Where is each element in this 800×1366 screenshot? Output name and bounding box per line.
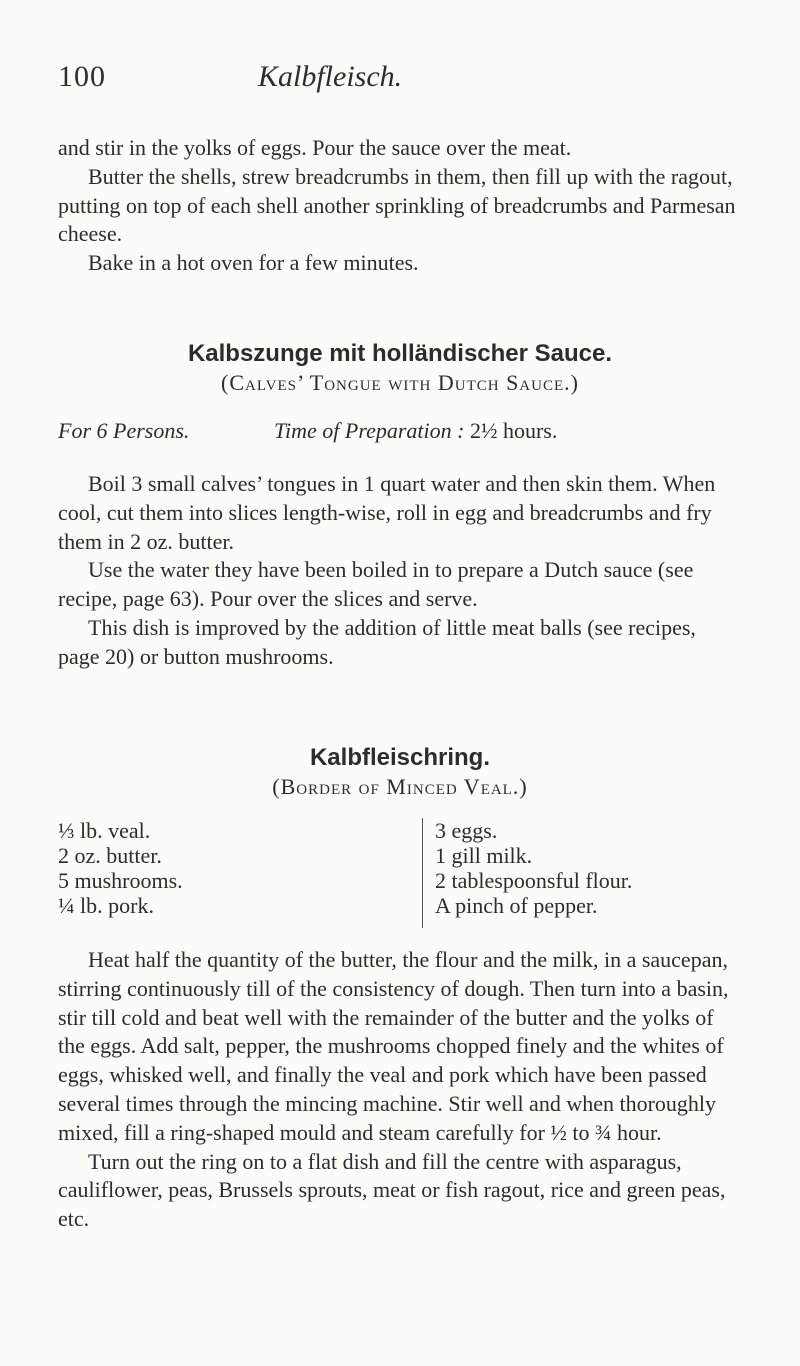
paragraph: Boil 3 small calves’ tongues in 1 quart water and then skin them. When cool, cut them into slices length-wise, roll in egg and breadcrumbs and fry them in 2 oz. butter. bbox=[58, 471, 716, 554]
ingredient-column-left bbox=[58, 818, 183, 918]
page-number: 100 bbox=[58, 60, 106, 93]
intro-text bbox=[58, 134, 742, 278]
ingredient-item: 5 mushrooms. bbox=[58, 868, 183, 893]
ingredient-item: A pinch of pepper. bbox=[435, 893, 598, 918]
ingredient-item: 3 eggs. bbox=[435, 818, 498, 843]
paragraph: This dish is improved by the addition of little meat balls (see recipes, page 20) or button mushrooms. bbox=[58, 614, 696, 669]
ingredient-column-right bbox=[422, 818, 632, 928]
recipe-text bbox=[58, 470, 742, 672]
paragraph: Bake in a hot oven for a few minutes. bbox=[88, 250, 419, 276]
ingredient-item: ⅓ lb. veal. bbox=[58, 818, 151, 843]
recipe-text bbox=[58, 946, 742, 1234]
paragraph: and stir in the yolks of eggs. Pour the sauce over the meat. bbox=[58, 135, 572, 160]
recipe-subtitle: (Calves’ Tongue with Dutch Sauce.) bbox=[221, 370, 579, 395]
ingredient-list bbox=[58, 818, 742, 942]
paragraph: Heat half the quantity of the butter, the flour and the milk, in a saucepan, stirring continuously till of the consistency of dough. Then turn into a basin, stir till cold and beat well with the remainder of the butter and the yolks of the eggs. Add salt, pepper, the mushrooms chopped finely and the whites of eggs, whisked well, and finally the veal and pork which have been passed several times through the mincing machine. Stir well and when thoroughly mixed, fill a ring-shaped mould and steam carefully for ½ to ¾ hour. bbox=[58, 947, 729, 1145]
ingredient-item: 2 tablespoonsful flour. bbox=[435, 868, 633, 893]
time-value: 2½ hours. bbox=[469, 418, 558, 443]
paragraph: Butter the shells, strew breadcrumbs in them, then fill up with the ragout, putting on top of each shell another sprinkling of breadcrumbs and Parmesan cheese. bbox=[58, 163, 736, 247]
recipe-title: Kalbfleischring. bbox=[309, 744, 491, 771]
recipe-title: Kalbszunge mit holländischer Sauce. bbox=[187, 340, 613, 367]
time-label: Time of Preparation : bbox=[274, 418, 465, 443]
paragraph: Turn out the ring on to a flat dish and fill the centre with asparagus, cauliflower, peas, Brussels sprouts, meat or fish ragout, rice and green peas, etc. bbox=[58, 1148, 726, 1232]
ingredient-item: 1 gill milk. bbox=[435, 843, 533, 868]
persons-note: For 6 Persons. bbox=[58, 418, 190, 443]
recipe-subtitle: (Border of Minced Veal.) bbox=[272, 774, 528, 799]
paragraph: Use the water they have been boiled in to prepare a Dutch sauce (see recipe, page 63). Pour over the slices and serve. bbox=[58, 557, 694, 612]
ingredient-item: ¼ lb. pork. bbox=[58, 893, 154, 918]
ingredient-item: 2 oz. butter. bbox=[58, 843, 162, 868]
running-title: Kalbfleisch. bbox=[258, 60, 403, 93]
page-header bbox=[58, 60, 760, 100]
time-note bbox=[274, 418, 557, 444]
